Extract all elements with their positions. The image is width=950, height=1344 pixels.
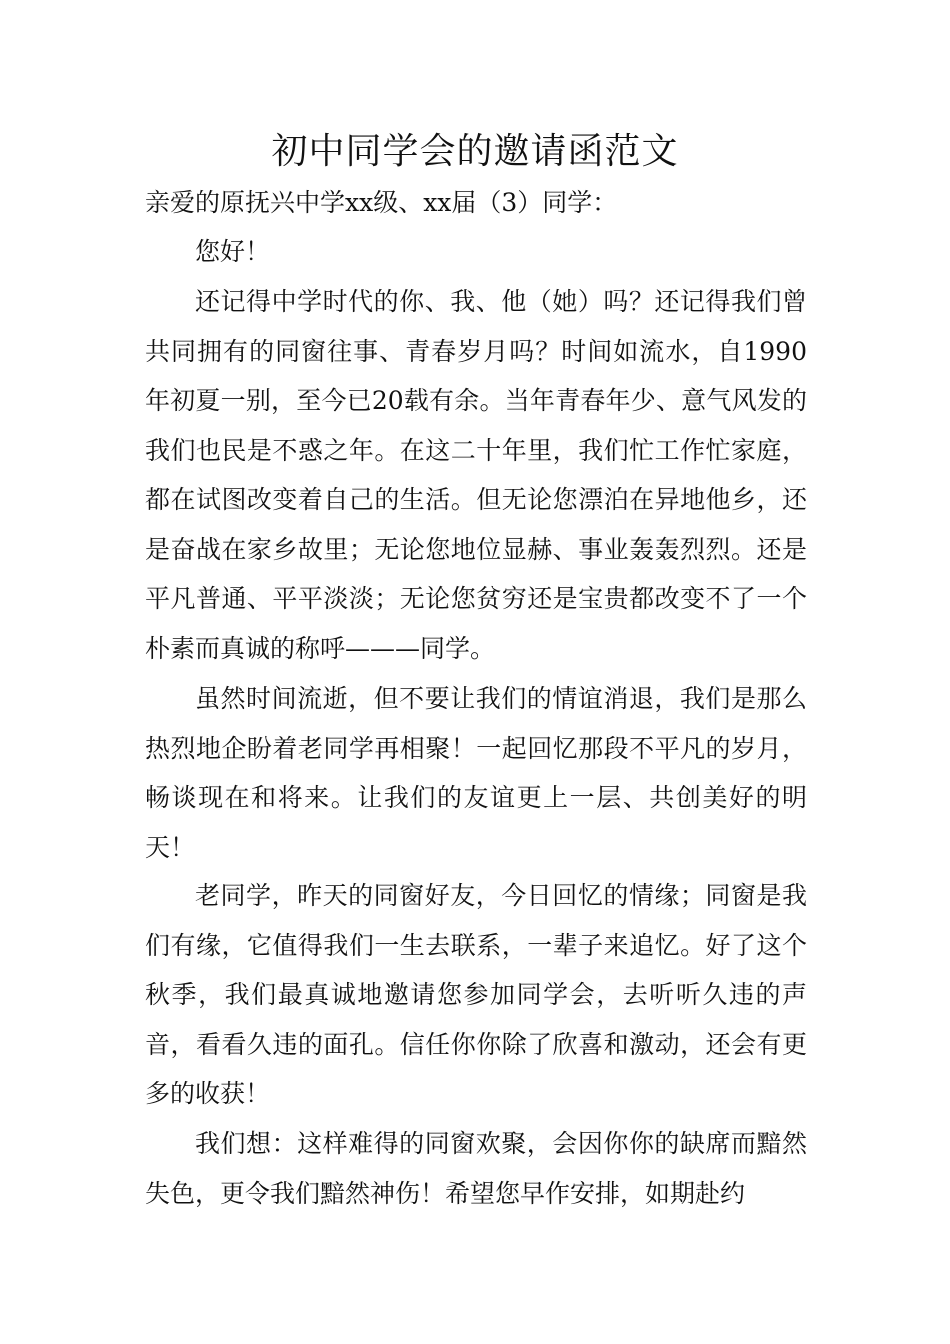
greeting: 您好！	[195, 237, 271, 266]
paragraph-2: 虽然时间流逝，但不要让我们的情谊消退，我们是那么热烈地企盼着老同学再相聚！一起回忆那段不平凡的岁月，畅谈现在和将来。让我们的友谊更上一层、共创美好的明天！	[145, 684, 807, 862]
paragraph-3: 老同学，昨天的同窗好友，今日回忆的情缘；同窗是我们有缘，它值得我们一生去联系，一辈子来追忆。好了这个秋季，我们最真诚地邀请您参加同学会，去听听久违的声音，看看久违的面孔。信任你你除了欣喜和激动，还会有更多的收获！	[145, 881, 807, 1108]
salutation: 亲爱的原抚兴中学xx级、xx届（3）同学：	[145, 188, 618, 217]
paragraph-4: 我们想：这样难得的同窗欢聚，会因你你的缺席而黯然失色，更令我们黯然神伤！希望您早作安排，如期赴约	[145, 1129, 807, 1208]
paragraph-1: 还记得中学时代的你、我、他（她）吗？还记得我们曾共同拥有的同窗往事、青春岁月吗？时间如流水，自1990年初夏一别，至今已20载有余。当年青春年少、意气风发的我们也民是不惑之年。在这二十年里，我们忙工作忙家庭，都在试图改变着自己的生活。但无论您漂泊在异地他乡，还是奋战在家乡故里；无论您地位显赫、事业轰轰烈烈。还是平凡普通、平平淡淡；无论您贫穷还是宝贵都改变不了一个朴素而真诚的称呼———同学。	[145, 287, 807, 663]
document-title: 初中同学会的邀请函范文	[271, 131, 679, 172]
